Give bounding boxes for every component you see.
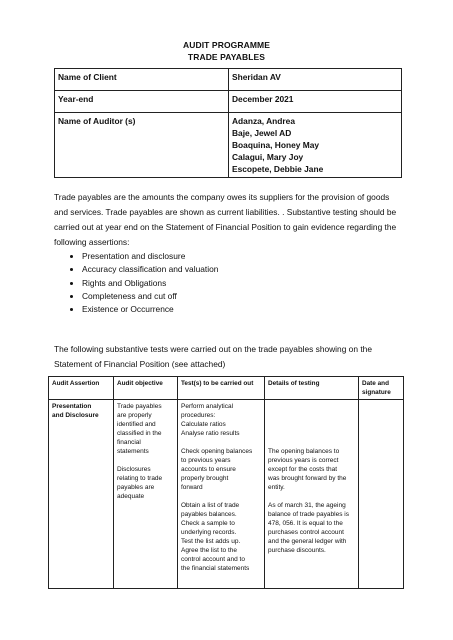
- assertions-list: [58, 250, 218, 316]
- tests-row-presentation: [49, 400, 404, 589]
- tests-line: Test the list adds up.: [181, 538, 241, 545]
- document-title: AUDIT PROGRAMME: [183, 40, 270, 50]
- client-info-table: [54, 68, 402, 178]
- tests-line: Check opening balances: [181, 448, 253, 455]
- objective-line: payables are: [117, 484, 155, 491]
- intro-line: carried out at year end on the Statement of Financial Position to gain evidence regarding the: [54, 222, 397, 232]
- tests-intro-line: The following substantive tests were carried out on the trade payables showing on the: [54, 344, 372, 354]
- details-line: except for the costs that: [268, 466, 338, 473]
- details-line: The opening balances to: [268, 448, 340, 455]
- auditor-row: [55, 113, 402, 178]
- assertion-item: • Presentation and disclosure: [82, 250, 218, 263]
- client-row: [55, 69, 402, 91]
- auditor-name: Boaquina, Honey May: [232, 140, 320, 150]
- objective-line: are properly: [117, 412, 152, 419]
- header-date-line: Date and: [362, 380, 389, 387]
- assertion-line: and Disclosure: [52, 412, 99, 419]
- assertion-item: • Accuracy classification and valuation: [82, 263, 218, 276]
- intro-paragraph: [54, 190, 406, 250]
- intro-line: Trade payables are the amounts the company owes its suppliers for the provision of goods: [54, 192, 390, 202]
- header-date-signature: [359, 377, 404, 400]
- header-tests: Test(s) to be carried out: [178, 377, 265, 400]
- objective-line: adequate: [117, 493, 145, 500]
- spacer: [181, 438, 261, 447]
- yearend-row: [55, 91, 402, 113]
- tests-line: Perform analytical: [181, 403, 234, 410]
- header-audit-objective: Audit objective: [114, 377, 178, 400]
- client-label: Name of Client: [55, 69, 229, 91]
- spacer: [181, 492, 261, 501]
- tests-cell: [178, 400, 265, 589]
- assertion-cell: [49, 400, 114, 589]
- assertion-item: • Existence or Occurrence: [82, 303, 218, 316]
- details-line: and the general ledger with: [268, 538, 347, 545]
- tests-intro-line: Statement of Financial Position (see attached): [54, 359, 226, 369]
- assertion-item: • Completeness and cut off: [82, 290, 218, 303]
- spacer: [268, 492, 355, 501]
- auditor-list: [229, 113, 402, 178]
- details-line: purchase discounts.: [268, 547, 326, 554]
- header-signature-line: signature: [362, 389, 391, 396]
- objective-line: statements: [117, 448, 149, 455]
- tests-line: the financial statements: [181, 565, 250, 572]
- tests-intro-paragraph: [54, 342, 406, 372]
- details-line: purchases control account: [268, 529, 344, 536]
- tests-line: underlying records.: [181, 529, 237, 536]
- details-line: balance of trade payables is: [268, 511, 349, 518]
- header-audit-assertion: Audit Assertion: [49, 377, 114, 400]
- yearend-value: December 2021: [229, 91, 402, 113]
- details-line: As of march 31, the ageing: [268, 502, 346, 509]
- intro-line: and services. Trade payables are shown as current liabilities. . Substantive testing should be: [54, 207, 397, 217]
- client-value: Sheridan AV: [229, 69, 402, 91]
- substantive-tests-table: [48, 376, 404, 589]
- tests-line: Obtain a list of trade: [181, 502, 240, 509]
- tests-line: properly brought: [181, 475, 229, 482]
- details-line: was brought forward by the: [268, 475, 347, 482]
- header-details: Details of testing: [265, 377, 359, 400]
- objective-line: Trade payables: [117, 403, 162, 410]
- tests-line: procedures:: [181, 412, 216, 419]
- objective-cell: [114, 400, 178, 589]
- details-line: entity.: [268, 484, 285, 491]
- details-line: previous years is correct: [268, 457, 339, 464]
- auditor-name: Baje, Jewel AD: [232, 128, 292, 138]
- tests-line: to previous years: [181, 457, 231, 464]
- objective-line: financial: [117, 439, 141, 446]
- objective-line: identified and: [117, 421, 156, 428]
- auditor-name: Escopete, Debbie Jane: [232, 164, 324, 174]
- yearend-label: Year-end: [55, 91, 229, 113]
- auditor-name: Calagui, Mary Joy: [232, 152, 304, 162]
- details-cell: [265, 400, 359, 589]
- spacer: [268, 402, 355, 447]
- objective-line: relating to trade: [117, 475, 163, 482]
- date-signature-cell: [359, 400, 404, 589]
- document-subtitle: TRADE PAYABLES: [187, 52, 266, 62]
- auditor-name: Adanza, Andrea: [232, 116, 295, 126]
- assertion-item: • Rights and Obligations: [82, 277, 218, 290]
- tests-header-row: [49, 377, 404, 400]
- auditor-label: Name of Auditor (s): [55, 113, 229, 178]
- intro-line: following assertions:: [54, 237, 130, 247]
- objective-line: Disclosures: [117, 466, 151, 473]
- tests-line: Analyse ratio results: [181, 430, 240, 437]
- tests-line: Agree the list to the: [181, 547, 238, 554]
- objective-line: classified in the: [117, 430, 162, 437]
- spacer: [117, 456, 174, 465]
- tests-line: forward: [181, 484, 203, 491]
- tests-line: Calculate ratios: [181, 421, 226, 428]
- tests-line: Check a sample to: [181, 520, 235, 527]
- details-line: 478, 056. It is equal to the: [268, 520, 343, 527]
- tests-line: accounts to ensure: [181, 466, 236, 473]
- assertion-line: Presentation: [52, 403, 92, 410]
- tests-line: payables balances.: [181, 511, 237, 518]
- tests-line: control account and to: [181, 556, 245, 563]
